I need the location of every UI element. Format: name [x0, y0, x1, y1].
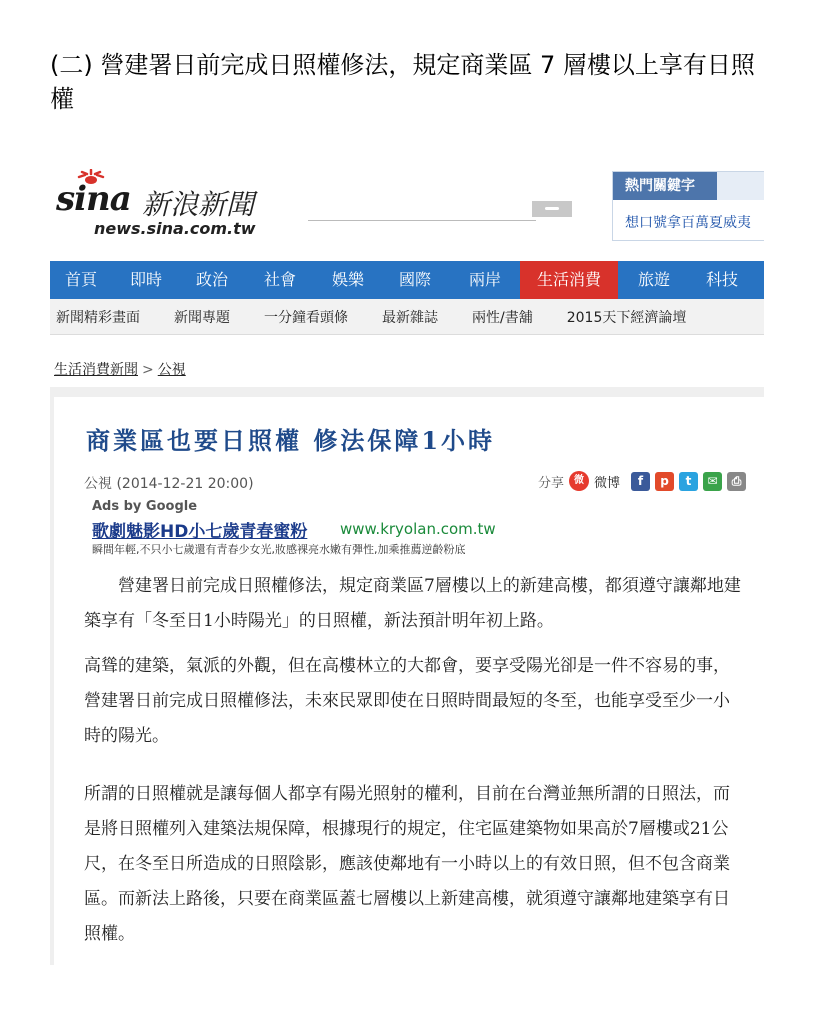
article-meta: 公視 (2014-12-21 20:00)	[84, 476, 254, 492]
subnav-item-magazine[interactable]: 最新雜誌	[382, 309, 438, 326]
subnav-item-books[interactable]: 兩性/書舖	[472, 309, 533, 326]
nav-item-travel[interactable]: 旅遊	[637, 270, 670, 289]
article-title: 商業區也要日照權 修法保障1小時	[86, 426, 496, 455]
breadcrumb	[54, 359, 186, 379]
twitter-icon[interactable]: t	[679, 472, 698, 491]
share-bar	[538, 471, 746, 491]
hot-keywords-bar	[717, 172, 764, 200]
ads-label: Ads by Google	[92, 499, 198, 514]
subnav-item-headlines[interactable]: 一分鐘看頭條	[264, 309, 348, 326]
nav-item-politics[interactable]: 政治	[195, 270, 228, 289]
breadcrumb-section-link[interactable]: 生活消費新聞	[54, 362, 138, 378]
main-nav	[50, 261, 764, 299]
weibo-icon[interactable]: 微	[569, 471, 589, 491]
breadcrumb-separator: >	[142, 362, 154, 378]
document-heading: (二) 營建署日前完成日照權修法，規定商業區 7 層樓以上享有日照權	[50, 51, 755, 113]
sina-logo[interactable]	[56, 165, 296, 245]
search-input[interactable]	[308, 220, 536, 221]
article-left-border	[50, 397, 54, 965]
hot-keywords-box	[612, 171, 764, 241]
logo-url-text: news.sina.com.tw	[94, 219, 256, 238]
subnav-item-topics[interactable]: 新聞專題	[174, 309, 230, 326]
nav-item-international[interactable]: 國際	[398, 270, 431, 289]
article-paragraph-2: 高聳的建築，氣派的外觀，但在高樓林立的大都會，要享受陽光卻是一件不容易的事，營建署日前完成日照權修法，未來民眾即使在日照時間最短的冬至，也能享受至少一小時的陽光。	[84, 656, 730, 746]
facebook-icon[interactable]: f	[631, 472, 650, 491]
article-top-border	[50, 387, 764, 397]
nav-item-lifestyle[interactable]: 生活消費	[520, 261, 618, 299]
nav-item-cross-strait[interactable]: 兩岸	[468, 270, 501, 289]
plurk-icon[interactable]: p	[655, 472, 674, 491]
nav-item-entertainment[interactable]: 娛樂	[331, 270, 364, 289]
ad-title-link[interactable]: 歌劇魅影HD小七歲青春蜜粉	[92, 522, 308, 542]
search-icon	[545, 207, 559, 210]
ad-description: 瞬間年輕,不只小七歲還有青春少女光,妝感裸亮水嫩有彈性,加乘推薦逆齡粉底	[92, 543, 466, 556]
nav-item-home[interactable]: 首頁	[64, 270, 97, 289]
email-icon[interactable]: ✉	[703, 472, 722, 491]
share-label: 分享	[537, 475, 564, 491]
article-paragraph-3: 所謂的日照權就是讓每個人都享有陽光照射的權利，目前在台灣並無所謂的日照法，而是將日照權列入建築法規保障，根據現行的規定，住宅區建築物如果高於7層樓或21公尺，在冬至日所造成的日照陰影，應該使鄰地有一小時以上的有效日照，但不包含商業區。而新法上路後，只要在商業區蓋七層樓以上新建高樓，就須遵守讓鄰地建築享有日照權。	[84, 784, 730, 944]
print-icon[interactable]: ⎙	[727, 472, 746, 491]
sina-news-screenshot	[50, 165, 764, 965]
nav-item-society[interactable]: 社會	[263, 270, 296, 289]
sub-nav	[50, 299, 764, 335]
hot-keyword-link[interactable]: 想口號拿百萬夏威夷	[625, 215, 751, 231]
subnav-item-forum[interactable]: 2015天下經濟論壇	[566, 309, 687, 326]
subnav-item-highlights[interactable]: 新聞精彩畫面	[56, 309, 140, 326]
hot-keywords-title: 熱門關鍵字	[613, 172, 717, 200]
logo-sina-text: sina	[56, 179, 131, 219]
nav-item-realtime[interactable]: 即時	[129, 270, 162, 289]
weibo-label[interactable]: 微博	[593, 475, 620, 491]
search-button[interactable]	[532, 201, 572, 217]
nav-item-tech[interactable]: 科技	[705, 270, 738, 289]
article-paragraph-1: 營建署日前完成日照權修法，規定商業區7層樓以上的新建高樓，都須遵守讓鄰地建築享有「冬至日1小時陽光」的日照權，新法預計明年初上路。	[84, 576, 741, 631]
ad-url-link[interactable]: www.kryolan.com.tw	[340, 520, 496, 538]
logo-chinese-text: 新浪新聞	[142, 188, 255, 221]
breadcrumb-source-link[interactable]: 公視	[157, 362, 186, 378]
